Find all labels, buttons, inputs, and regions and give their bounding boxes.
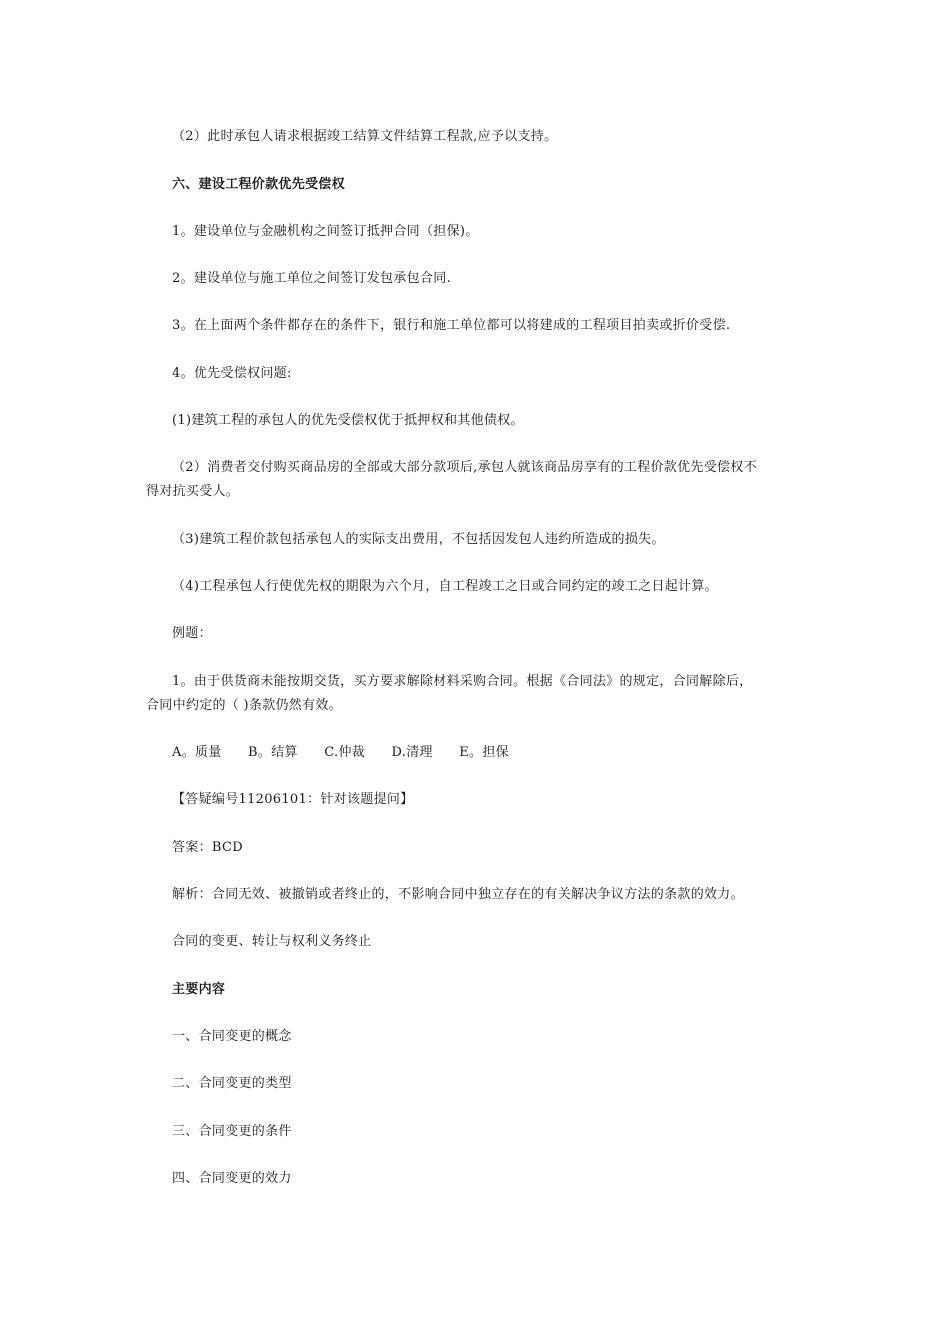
list-item-1: 1。建设单位与金融机构之间签订抵押合同（担保)。 — [172, 224, 479, 239]
example-label: 例题： — [172, 626, 212, 641]
content-item-4: 四、合同变更的效力 — [172, 1171, 292, 1186]
list-item-4: 4。优先受偿权问题: — [172, 366, 292, 381]
qa-reference: 【答疑编号11206101：针对该题提问】 — [172, 792, 414, 807]
option-c: C.仲裁 — [324, 745, 366, 760]
section-title: 合同的变更、转让与权利义务终止 — [172, 934, 372, 949]
main-content-heading: 主要内容 — [172, 982, 226, 997]
content-item-1: 一、合同变更的概念 — [172, 1029, 292, 1044]
option-e: E。担保 — [459, 745, 509, 760]
list-item-2: 2。建设单位与施工单位之间签订发包承包合同. — [172, 271, 452, 286]
answer-text: 答案：BCD — [172, 840, 243, 855]
option-d: D.清理 — [391, 745, 433, 760]
content-item-2: 二、合同变更的类型 — [172, 1076, 292, 1091]
sub-item-2-line-2: 得对抗买受人。 — [146, 484, 240, 499]
section-heading-priority-right: 六、建设工程价款优先受偿权 — [172, 177, 345, 192]
sub-item-4: （4)工程承包人行使优先权的期限为六个月，自工程竣工之日或合同约定的竣工之日起计算。 — [172, 579, 718, 594]
option-a: A。质量 — [172, 745, 222, 760]
sub-item-1: (1)建筑工程的承包人的优先受偿权优于抵押权和其他债权。 — [172, 413, 524, 428]
sub-item-2-line-1: （2）消费者交付购买商品房的全部或大部分款项后,承包人就该商品房享有的工程价款优先受偿权不 — [172, 460, 757, 475]
sub-item-3: （3)建筑工程价款包括承包人的实际支出费用，不包括因发包人违约所造成的损失。 — [172, 532, 665, 547]
paragraph-settlement-support: （2）此时承包人请求根据竣工结算文件结算工程款,应予以支持。 — [172, 129, 558, 144]
question-1-line-2: 合同中约定的（ )条款仍然有效。 — [146, 698, 343, 713]
option-b: B。结算 — [248, 745, 298, 760]
list-item-3: 3。在上面两个条件都存在的条件下，银行和施工单位都可以将建成的工程项目拍卖或折价受偿. — [172, 318, 731, 333]
answer-options — [172, 741, 837, 765]
analysis-text: 解析：合同无效、被撤销或者终止的，不影响合同中独立存在的有关解决争议方法的条款的效力。 — [172, 887, 744, 902]
content-item-3: 三、合同变更的条件 — [172, 1124, 292, 1139]
question-1-line-1: 1。由于供货商未能按期交货，买方要求解除材料采购合同。根据《合同法》的规定，合同解除后， — [172, 674, 753, 689]
